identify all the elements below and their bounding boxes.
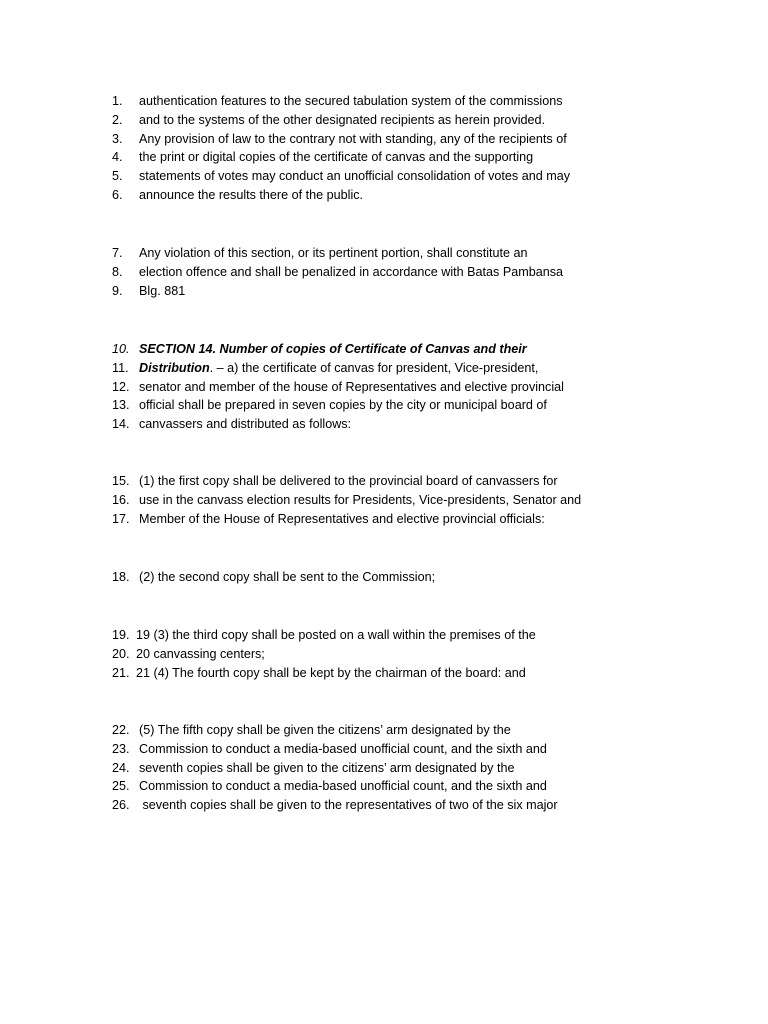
line-text: (5) The fifth copy shall be given the citizens’ arm designated by the (139, 723, 511, 737)
line-number: 26. (112, 798, 130, 813)
numbered-line (112, 396, 712, 415)
numbered-line (112, 777, 712, 796)
line-text: Commission to conduct a media-based unofficial count, and the sixth and (139, 779, 547, 794)
line-number: 14. (112, 417, 130, 432)
section-heading: SECTION 14. Number of copies of Certificate of Canvas and their (139, 342, 527, 356)
line-text: use in the canvass election results for Presidents, Vice-presidents, Senator and (139, 492, 582, 507)
numbered-line (112, 510, 712, 529)
numbered-line (112, 664, 712, 683)
numbered-line (112, 130, 712, 149)
line-number: 5. (112, 169, 123, 184)
line-number: 19. (112, 628, 130, 642)
line-text: authentication features to the secured tabulation system of the commissions (139, 94, 563, 108)
numbered-line (112, 167, 712, 186)
line-text: the print or digital copies of the certificate of canvas and the supporting (139, 150, 534, 165)
line-text: seventh copies shall be given to the representatives of two of the six major (139, 798, 558, 813)
numbered-line (112, 491, 712, 510)
line-text: (1) the first copy shall be delivered to the provincial board of canvassers for (139, 474, 558, 488)
line-number: 20. (112, 646, 130, 661)
line-number: 11. (112, 360, 129, 375)
line-number: 2. (112, 112, 123, 127)
numbered-line (112, 378, 712, 397)
numbered-line (112, 111, 712, 130)
line-number: 21. (112, 665, 130, 680)
numbered-line (112, 415, 712, 434)
line-number: 18. (112, 570, 130, 584)
line-number: 22. (112, 723, 130, 737)
numbered-line (112, 568, 712, 587)
line-number: 23. (112, 741, 130, 756)
line-text (139, 359, 538, 378)
section-heading-line (112, 340, 712, 359)
numbered-line (112, 645, 712, 664)
line-text: and to the systems of the other designated recipients as herein provided. (139, 112, 546, 127)
paragraph-block (112, 626, 712, 682)
line-text: 19 (3) the third copy shall be posted on a wall within the premises of the (136, 628, 536, 642)
numbered-line (112, 759, 712, 778)
paragraph-block (112, 92, 712, 205)
line-number: 1. (112, 94, 123, 108)
line-text: statements of votes may conduct an unofficial consolidation of votes and may (139, 169, 570, 184)
numbered-line (112, 244, 712, 263)
line-text: Any provision of law to the contrary not with standing, any of the recipients of (139, 131, 567, 146)
line-number: 8. (112, 264, 123, 279)
numbered-line (112, 186, 712, 205)
line-text: 20 canvassing centers; (136, 646, 265, 661)
line-number: 12. (112, 379, 130, 394)
numbered-line (112, 359, 712, 378)
line-number: 15. (112, 474, 130, 488)
numbered-line (112, 721, 712, 740)
paragraph-block (112, 721, 712, 815)
line-text: Commission to conduct a media-based unofficial count, and the sixth and (139, 741, 547, 756)
line-text: (2) the second copy shall be sent to the Commission; (139, 570, 436, 584)
line-number: 25. (112, 779, 130, 794)
line-text: 21 (4) The fourth copy shall be kept by the chairman of the board: and (136, 665, 526, 680)
numbered-line (112, 263, 712, 282)
numbered-line (112, 92, 712, 111)
line-number: 17. (112, 511, 130, 526)
line-text: senator and member of the house of Representatives and elective provincial (139, 379, 564, 394)
line-number: 4. (112, 150, 123, 165)
numbered-line (112, 148, 712, 167)
line-text-rest: . – a) the certificate of canvas for president, Vice-president, (209, 360, 539, 375)
line-text: Member of the House of Representatives and elective provincial officials: (139, 511, 545, 526)
numbered-line (112, 796, 712, 815)
line-number: 16. (112, 492, 130, 507)
numbered-line (112, 740, 712, 759)
line-text: Blg. 881 (139, 283, 186, 298)
line-number: 9. (112, 283, 123, 298)
line-text: seventh copies shall be given to the citizens’ arm designated by the (139, 760, 515, 775)
line-number: 7. (112, 246, 123, 260)
paragraph-block (112, 472, 712, 528)
line-number: 6. (112, 187, 123, 202)
line-text: canvassers and distributed as follows: (139, 417, 352, 432)
numbered-line (112, 472, 712, 491)
line-number: 3. (112, 131, 123, 146)
line-number: 10. (112, 342, 130, 356)
section-14-block (112, 340, 712, 434)
line-text: election offence and shall be penalized in accordance with Batas Pambansa (139, 264, 564, 279)
line-number: 24. (112, 760, 130, 775)
numbered-line (112, 626, 712, 645)
paragraph-block (112, 568, 712, 587)
line-number: 13. (112, 398, 130, 413)
paragraph-block (112, 244, 712, 300)
line-text: announce the results there of the public. (139, 187, 364, 202)
line-text: official shall be prepared in seven copies by the city or municipal board of (139, 398, 547, 413)
section-heading-continuation: Distribution (139, 360, 210, 375)
numbered-line (112, 282, 712, 301)
line-text: Any violation of this section, or its pertinent portion, shall constitute an (139, 246, 528, 260)
